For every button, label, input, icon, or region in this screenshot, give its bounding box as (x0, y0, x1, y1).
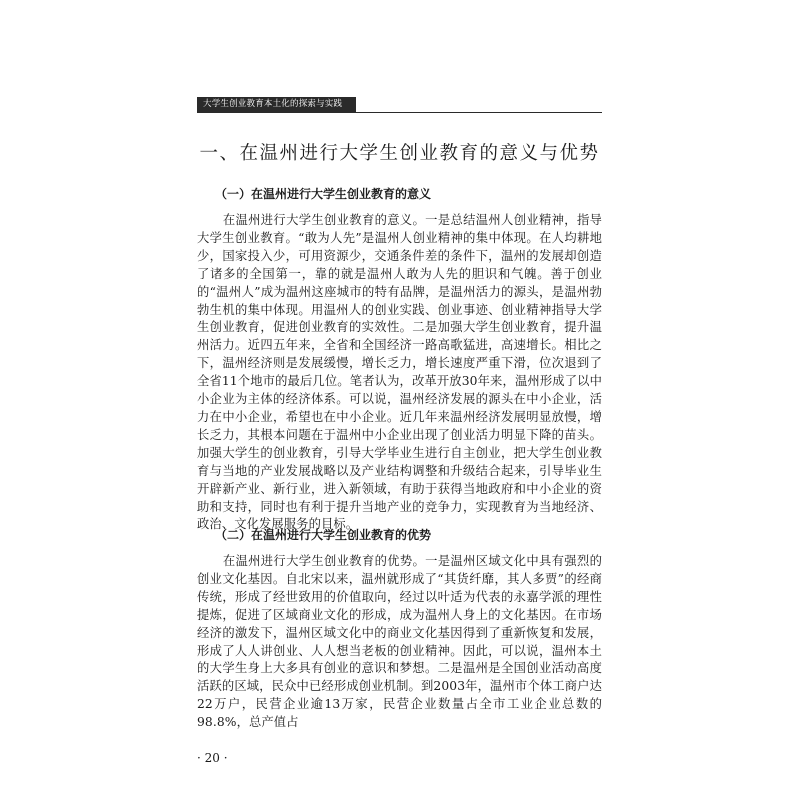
page-number: · 20 · (197, 751, 228, 765)
section-1-paragraph: 在温州进行大学生创业教育的意义。一是总结温州人创业精神，指导大学生创业教育。“敢为人先”是温州人创业精神的集中体现。在人均耕地少，国家投入少，可用资源少，交通条件差的条件下，温州的发展却创造了诸多的全国第一，靠的就是温州人敢为人先的胆识和气魄。善于创业的“温州人”成为温州这座城市的特有品牌，是温州活力的源头，是温州勃勃生机的集中体现。用温州人的创业实践、创业事迹、创业精神指导大学生创业教育，促进创业教育的实效性。二是加强大学生创业教育，提升温州活力。近四五年来，全省和全国经济一路高歌猛进，高速增长。相比之下，温州经济则是发展缓慢，增长乏力，增长速度严重下滑，位次退到了全省11个地市的最后几位。笔者认为，改革开放30年来，温州形成了以中小企业为主体的经济体系。可以说，温州经济发展的源头在中小企业，活力在中小企业，希望也在中小企业。近几年来温州经济发展明显放慢，增长乏力，其根本问题在于温州中小企业出现了创业活力明显下降的苗头。加强大学生的创业教育，引导大学毕业生进行自主创业，把大学生创业教育与当地的产业发展战略以及产业结构调整和升级结合起来，引导毕业生开辟新产业、新行业，进入新领域，有助于获得当地政府和中小企业的资助和支持，同时也有利于提升当地产业的竞争力，实现教育为当地经济、政治、文化发展服务的目标。 (197, 213, 602, 532)
section-heading-1: （一）在温州进行大学生创业教育的意义 (215, 187, 432, 201)
section-2-paragraph: 在温州进行大学生创业教育的优势。一是温州区域文化中具有强烈的创业文化基因。自北宋以来，温州就形成了“其货纤靡，其人多贾”的经商传统，形成了经世致用的价值取向，经过以叶适为代表的永嘉学派的理性提炼，促进了区域商业文化的形成，成为温州人身上的文化基因。在市场经济的激发下，温州区域文化中的商业文化基因得到了重新恢复和发展，形成了人人讲创业、人人想当老板的创业精神。因此，可以说，温州本土的大学生身上大多具有创业的意识和梦想。二是温州是全国创业活动高度活跃的区域，民众中已经形成创业机制。到2003年，温州市个体工商户达22万户，民营企业逾13万家，民营企业数量占全市工业企业总数的98.8%，总产值占 (197, 554, 602, 730)
running-head: 大学生创业教育本土化的探索与实践 (197, 97, 356, 112)
chapter-title: 一、在温州进行大学生创业教育的意义与优势 (199, 143, 600, 164)
header-rule (197, 112, 602, 113)
section-heading-2: （二）在温州进行大学生创业教育的优势 (215, 528, 432, 542)
